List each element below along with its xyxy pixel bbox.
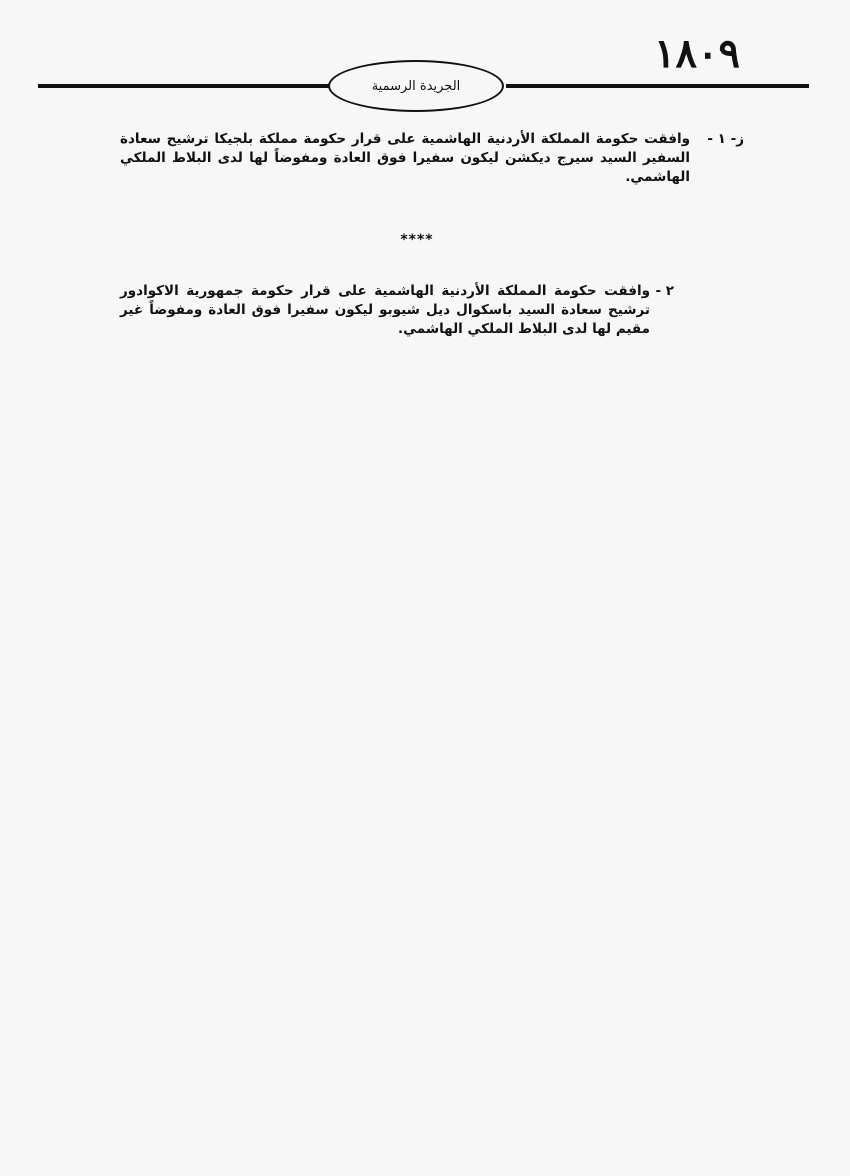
masthead-oval xyxy=(328,60,504,112)
section-separator: **** xyxy=(400,232,434,248)
item-1-marker: ز- ١ - xyxy=(707,131,744,147)
decision-item-1 xyxy=(120,130,744,187)
header-rule-right xyxy=(506,84,809,88)
item-2-text: وافقت حكومة المملكة الأردنية الهاشمية على قرار حكومة جمهورية الاكوادور ترشيح سعادة السيد باسكوال ديل شيوبو ليكون سفيرا فوق العادة ومفوضاً غير مقيم لها لدى البلاط الملكي الهاشمي. xyxy=(120,283,650,337)
header-rule-left xyxy=(38,84,330,88)
decision-item-2 xyxy=(120,282,674,339)
page-number: ١٨٠٩ xyxy=(654,30,740,77)
item-1-text: وافقت حكومة المملكة الأردنية الهاشمية على قرار حكومة مملكة بلجيكا ترشيح سعادة السفير السيد سيرج ديكشن ليكون سفيرا فوق العادة ومفوضاً لها لدى البلاط الملكي الهاشمي. xyxy=(120,131,690,185)
item-2-marker: ٢ - xyxy=(655,283,674,299)
masthead-title: الجريدة الرسمية xyxy=(371,78,461,94)
